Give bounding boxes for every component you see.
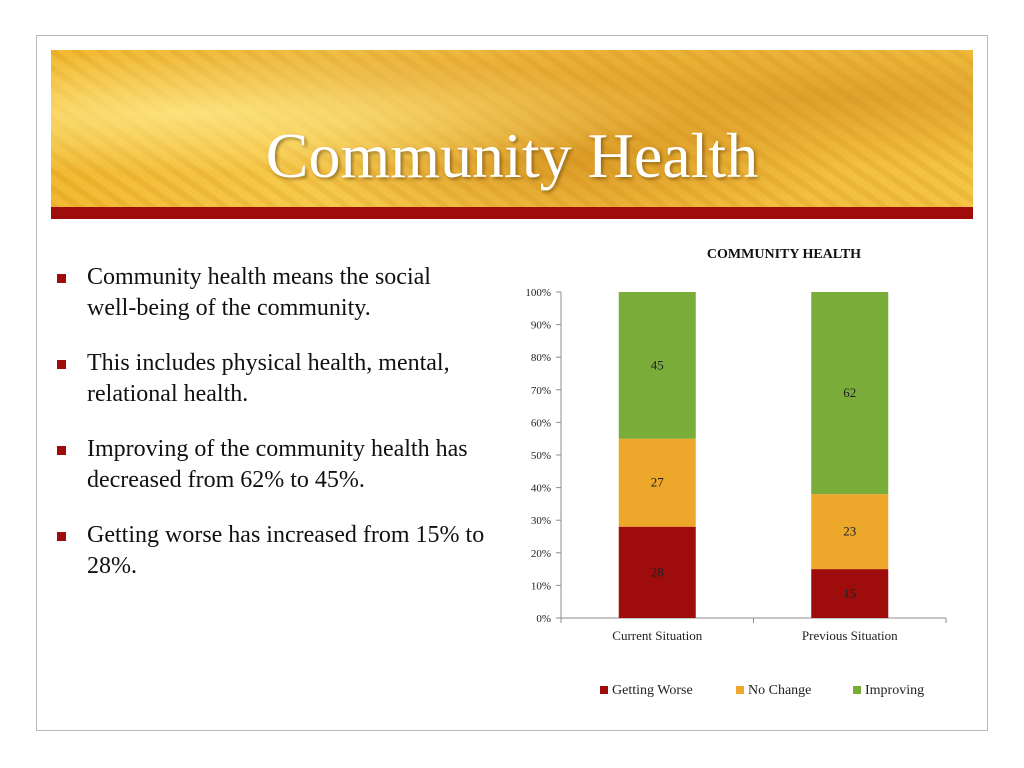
legend-label: Improving	[865, 683, 925, 698]
data-label: 15	[843, 585, 857, 601]
bullet-item	[56, 520, 486, 582]
slide-title: Community Health	[265, 120, 759, 191]
y-tick-label: 80%	[530, 352, 551, 365]
square-bullet-icon	[57, 532, 66, 541]
data-label: 27	[650, 474, 664, 490]
legend-label: No Change	[748, 683, 812, 698]
title-rule	[51, 207, 973, 219]
legend-swatch	[736, 686, 744, 694]
y-tick-label: 20%	[530, 547, 551, 560]
bullet-text: Improving of the community health has decreased from 62% to 45%.	[87, 436, 468, 493]
bullet-text: Getting worse has increased from 15% to 28%.	[87, 522, 485, 579]
data-label: 45	[650, 357, 664, 373]
bullet-item	[56, 348, 486, 410]
chart-title: COMMUNITY HEALTH	[706, 247, 862, 262]
y-tick-label: 0%	[536, 613, 551, 625]
square-bullet-icon	[57, 274, 66, 283]
x-category-label: Current Situation	[612, 628, 703, 643]
data-label: 62	[843, 385, 857, 401]
bullet-text: Community health means the social well-being of the community.	[87, 264, 431, 321]
y-tick-label: 10%	[530, 580, 551, 593]
square-bullet-icon	[57, 360, 66, 369]
bullet-list	[56, 262, 486, 606]
x-category-label: Previous Situation	[801, 628, 898, 643]
legend-label: Getting Worse	[612, 683, 693, 698]
bullet-item	[56, 262, 486, 324]
y-tick-label: 90%	[530, 319, 551, 332]
y-tick-label: 30%	[530, 515, 551, 528]
legend-swatch	[600, 686, 608, 694]
data-label: 28	[650, 564, 664, 580]
chart-svg	[490, 235, 970, 715]
square-bullet-icon	[57, 446, 66, 455]
y-tick-label: 40%	[530, 482, 551, 495]
stacked-bar-chart	[490, 235, 970, 715]
y-tick-label: 50%	[530, 450, 551, 462]
bullet-text: This includes physical health, mental, relational health.	[87, 350, 450, 407]
bullet-item	[56, 434, 486, 496]
legend-swatch	[853, 686, 861, 694]
data-label: 23	[843, 523, 857, 539]
y-tick-label: 100%	[525, 287, 551, 299]
y-tick-label: 60%	[530, 417, 551, 430]
title-banner	[51, 50, 973, 208]
y-tick-label: 70%	[530, 384, 551, 397]
